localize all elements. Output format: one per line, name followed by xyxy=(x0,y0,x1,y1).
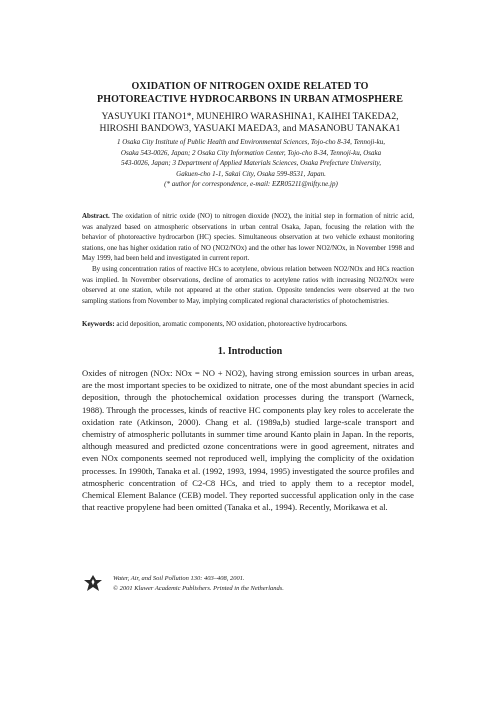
keywords xyxy=(82,319,414,330)
abstract-paragraph-1 xyxy=(82,211,414,264)
affiliation-line-2: Osaka 543-0026, Japan; 2 Osaka City Information Center, Tojo-cho 8-34, Tennoji-ku, Osaka xyxy=(120,148,382,157)
authors-line-2: HIROSHI BANDOW3, YASUAKI MAEDA3, and MASANOBU TANAKA1 xyxy=(99,123,401,134)
publisher-logo-icon xyxy=(83,574,103,592)
keywords-label: Keywords: xyxy=(82,320,115,328)
paper-title xyxy=(60,80,440,106)
keywords-text: acid deposition, aromatic components, NO oxidation, photoreactive hydrocarbons. xyxy=(116,320,348,328)
abstract-label: Abstract. xyxy=(82,212,110,220)
citation-line: Water, Air, and Soil Pollution 130: 403–408, 2001. xyxy=(113,575,245,582)
section-heading: 1. Introduction xyxy=(217,346,283,357)
title-line-2: PHOTOREACTIVE HYDROCARBONS IN URBAN ATMOSPHERE xyxy=(97,94,403,105)
affiliations xyxy=(94,137,408,190)
correspondence-line: (* author for correspondence, e-mail: EZR05211@nifty.ne.jp) xyxy=(164,180,338,189)
affiliation-line-3: 543-0026, Japan; 3 Department of Applied Materials Sciences, Osaka Prefecture University, xyxy=(120,159,382,168)
journal-footer xyxy=(113,574,413,593)
affiliation-line-4: Gakuen-cho 1-1, Sakai City, Osaka 599-8531, Japan. xyxy=(176,169,326,178)
copyright-line: © 2001 Kluwer Academic Publishers. Printed in the Netherlands. xyxy=(113,584,284,592)
abstract-text-1: The oxidation of nitric oxide (NO) to nitrogen dioxide (NO2), the initial step in formation of nitric acid, was analyzed based on atmospheric observations in urban central Osaka, Japan, focusing the relation with the behavior of photoreactive hydrocarbon (HC) species. Simultaneous observation at two vehicle exhaust monitoring stations, one has higher oxidation ratio of NO (NO2/NOx) and the other has lower NO2/NOx, in November 1998 and May 1999, had been held and investigated in current report. xyxy=(82,212,414,262)
authors-line-1: YASUYUKI ITANO1*, MUNEHIRO WARASHINA1, KAIHEI TAKEDA2, xyxy=(101,111,399,122)
abstract-paragraph-2: By using concentration ratios of reactive HCs to acetylene, obvious relation between NO2/NOx and HCs reaction was implied. In November observations, decline of aromatics to acetylene ratios with increasing NO2/NOx were observed at one station, while not appeared at the other station. Opposite tendencies were observed at the two sampling stations from November to May, implying complicated regional characteristics of photochemistries. xyxy=(82,265,414,305)
introduction-text: Oxides of nitrogen (NOx: NOx = NO + NO2), having strong emission sources in urban areas, are the most important species to be oxidized to nitrate, one of the most abundant species in acid deposition, through the photochemical oxidation processes during the transport (Warneck, 1988). Through the processes, kinds of reactive HC components play key roles to accelerate the oxidation rate (Atkinson, 2000). Chang et al. (1989a,b) studied large-scale transport and chemistry of atmospheric pollutants in summer time around Kanto plain in Japan. In the reports, although measured and predicted ozone concentrations were in good agreement, nitrates and even NOx components seemed not reproduced well, implying the complicity of the oxidation processes. In 1990th, Tanaka et al. (1992, 1993, 1994, 1995) investigated the source profiles and atmospheric concentration of C2-C8 HCs, and tried to apply them to a receptor model, Chemical Element Balance (CEB) model. They reported successful application only in the case that reactive propylene had been omitted (Tanaka et al., 1994). Recently, Morikawa et al. xyxy=(82,368,414,513)
author-list xyxy=(60,111,440,135)
affiliation-line-1: 1 Osaka City Institute of Public Health and Environmental Sciences, Tojo-cho 8-34, Tennoji-ku, xyxy=(116,138,386,146)
title-line-1: OXIDATION OF NITROGEN OXIDE RELATED TO xyxy=(131,81,369,92)
